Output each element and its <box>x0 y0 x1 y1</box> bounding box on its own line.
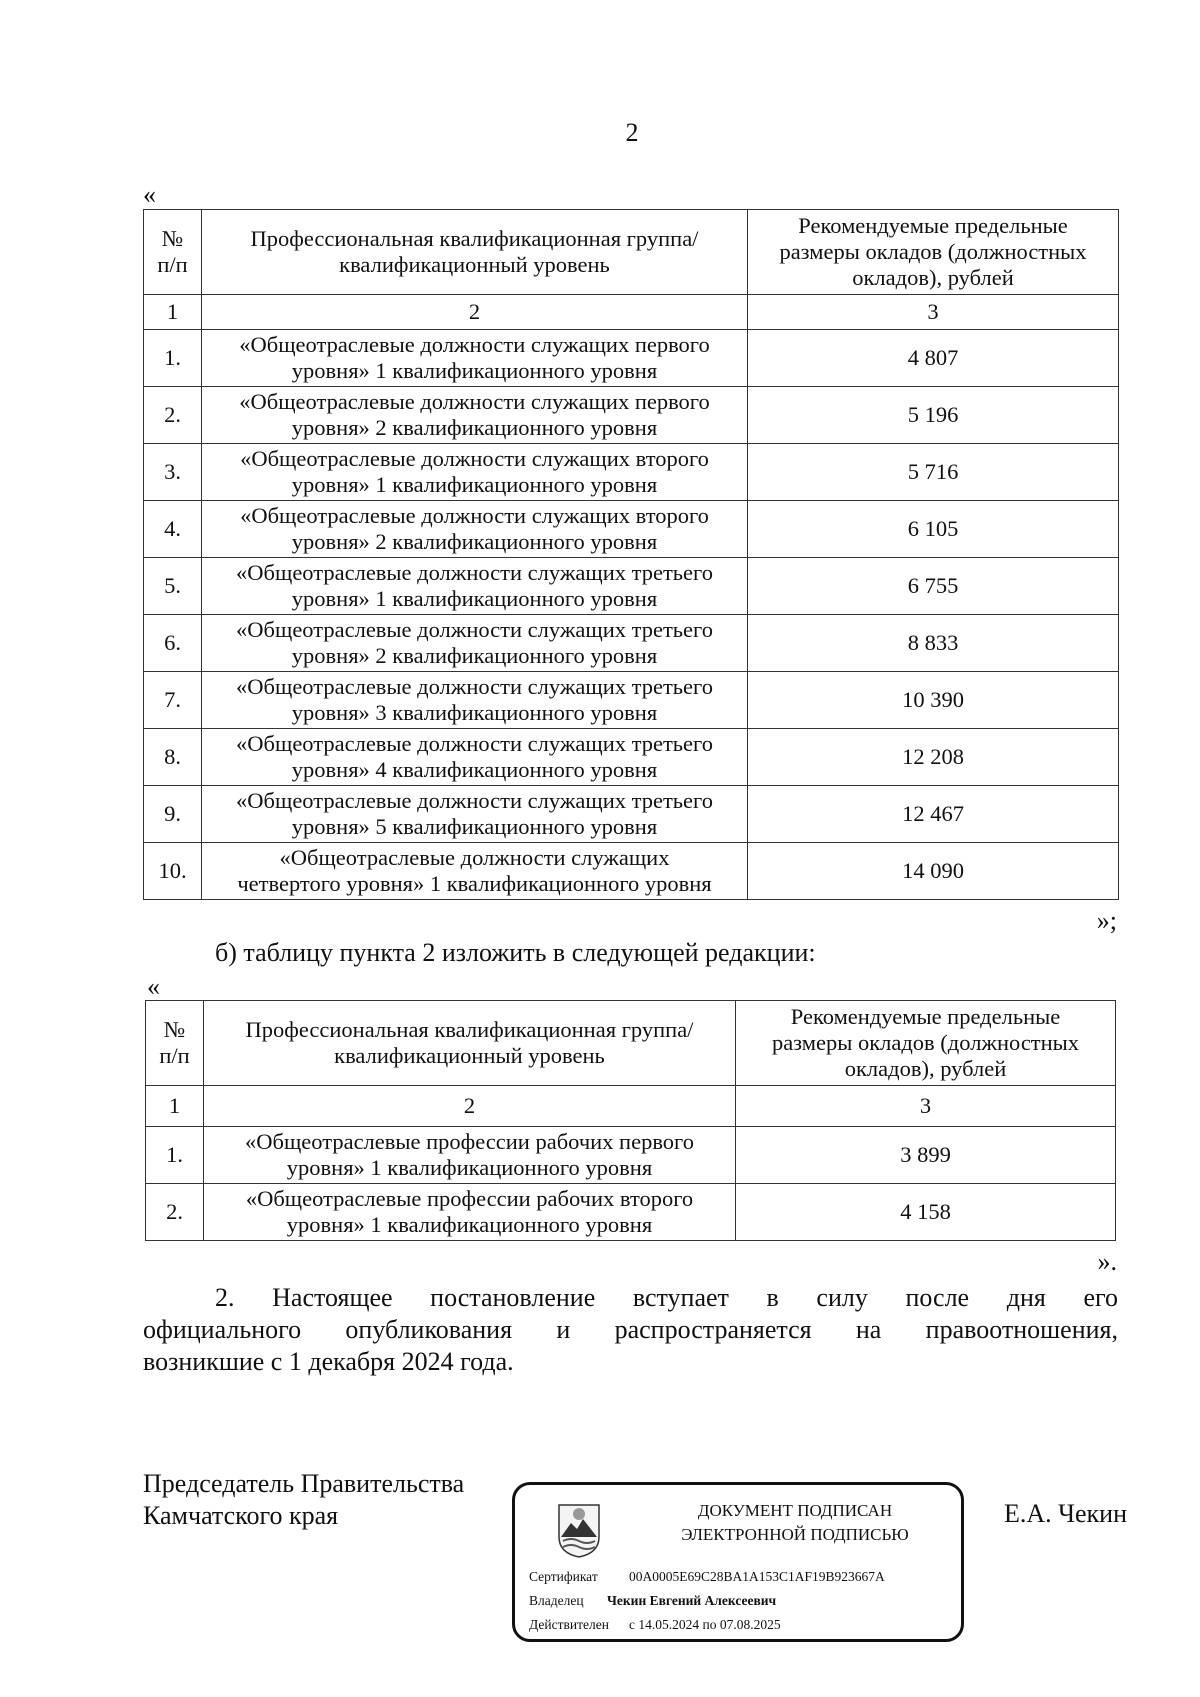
row-salary: 4 158 <box>736 1184 1116 1241</box>
stamp-owner-row: Владелец Чекин Евгений Алексеевич <box>529 1593 777 1608</box>
row-group <box>202 444 748 501</box>
col-number: 1 <box>146 1086 204 1127</box>
close-quote: »; <box>1096 906 1117 935</box>
table-row <box>144 672 1119 729</box>
row-group <box>202 501 748 558</box>
open-quote: « <box>147 972 160 1001</box>
row-group <box>202 672 748 729</box>
row-group <box>202 558 748 615</box>
column-number-row <box>144 295 1119 330</box>
row-number: 5. <box>144 558 202 615</box>
row-group <box>202 786 748 843</box>
row-group <box>202 387 748 444</box>
row-group <box>204 1127 736 1184</box>
table-row <box>144 558 1119 615</box>
row-group-line: уровня» 5 квалификационного уровня <box>291 814 658 839</box>
col-number: 2 <box>202 295 748 330</box>
row-number: 7. <box>144 672 202 729</box>
row-number: 6. <box>144 615 202 672</box>
row-number: 8. <box>144 729 202 786</box>
row-number: 1. <box>144 330 202 387</box>
close-quote: ». <box>1097 1247 1117 1276</box>
col-number: 3 <box>748 295 1119 330</box>
row-group-line: «Общеотраслевые должности служащих второго <box>240 446 709 471</box>
header-group: Профессиональная квалификационная группа/ квалификационный уровень <box>204 1001 736 1086</box>
clause-line: 2. Настоящее постановление вступает в силу после дня его <box>215 1283 1118 1312</box>
header-group: Профессиональная квалификационная группа/ квалификационный уровень <box>202 210 748 295</box>
row-group-line: «Общеотраслевые должности служащих третьего <box>236 674 713 699</box>
header-salary: Рекомендуемые предельные размеры окладов (должностных окладов), рублей <box>736 1001 1116 1086</box>
clause-2 <box>143 1282 1118 1378</box>
col-number: 2 <box>204 1086 736 1127</box>
row-group-line: «Общеотраслевые должности служащих третьего <box>236 788 713 813</box>
table-row <box>146 1184 1116 1241</box>
row-salary: 5 716 <box>748 444 1119 501</box>
row-salary: 6 755 <box>748 558 1119 615</box>
header-num: № п/п <box>146 1001 204 1086</box>
row-number: 10. <box>144 843 202 900</box>
clause-line: возникшие с 1 декабря 2024 года. <box>143 1347 514 1376</box>
row-group-line: «Общеотраслевые должности служащих <box>279 845 670 870</box>
table-row <box>144 501 1119 558</box>
row-group-line: четвертого уровня» 1 квалификационного уровня <box>237 871 712 896</box>
row-salary: 3 899 <box>736 1127 1116 1184</box>
row-number: 3. <box>144 444 202 501</box>
table-row <box>144 615 1119 672</box>
row-number: 4. <box>144 501 202 558</box>
row-group-line: уровня» 2 квалификационного уровня <box>291 529 658 554</box>
row-group <box>202 843 748 900</box>
header-salary: Рекомендуемые предельные размеры окладов (должностных окладов), рублей <box>748 210 1119 295</box>
row-salary: 4 807 <box>748 330 1119 387</box>
row-group-line: уровня» 3 квалификационного уровня <box>291 700 658 725</box>
table-header-row <box>146 1001 1116 1086</box>
row-salary: 14 090 <box>748 843 1119 900</box>
row-group-line: уровня» 4 квалификационного уровня <box>291 757 658 782</box>
row-group <box>202 729 748 786</box>
row-group-line: уровня» 1 квалификационного уровня <box>291 586 658 611</box>
row-salary: 5 196 <box>748 387 1119 444</box>
row-group <box>202 330 748 387</box>
row-number: 1. <box>146 1127 204 1184</box>
clause-line: официального опубликования и распространяется на правоотношения, <box>143 1315 1118 1344</box>
stamp-cert-row: Сертификат 00A0005E69C28BA1A153C1AF19B923667A <box>529 1569 885 1584</box>
row-number: 2. <box>146 1184 204 1241</box>
header-num: № п/п <box>144 210 202 295</box>
row-group-line: «Общеотраслевые должности служащих второго <box>240 503 709 528</box>
kamchatka-emblem-icon <box>553 1501 605 1559</box>
column-number-row <box>146 1086 1116 1127</box>
row-number: 9. <box>144 786 202 843</box>
table-row <box>144 843 1119 900</box>
open-quote: « <box>143 180 156 209</box>
signatory-position: Председатель Правительства Камчатского края <box>143 1469 465 1530</box>
table-row <box>144 444 1119 501</box>
table-header-row <box>144 210 1119 295</box>
row-group-line: «Общеотраслевые должности служащих третьего <box>236 560 713 585</box>
row-group-line: «Общеотраслевые должности служащих первого <box>239 332 710 357</box>
row-group <box>202 615 748 672</box>
table-row <box>144 729 1119 786</box>
row-number: 2. <box>144 387 202 444</box>
row-salary: 10 390 <box>748 672 1119 729</box>
row-group-line: «Общеотраслевые должности служащих третьего <box>236 617 713 642</box>
salary-table-employees <box>143 209 1119 900</box>
row-group-line: уровня» 2 квалификационного уровня <box>291 415 658 440</box>
table-row <box>144 786 1119 843</box>
row-group-line: уровня» 1 квалификационного уровня <box>286 1155 653 1180</box>
row-salary: 8 833 <box>748 615 1119 672</box>
row-group-line: «Общеотраслевые должности служащих первого <box>239 389 710 414</box>
page-number: 2 <box>625 118 639 147</box>
row-group-line: «Общеотраслевые профессии рабочих первого <box>245 1129 694 1154</box>
col-number: 1 <box>144 295 202 330</box>
table-row <box>144 330 1119 387</box>
row-group-line: уровня» 1 квалификационного уровня <box>286 1212 653 1237</box>
stamp-valid-row: Действителен с 14.05.2024 по 07.08.2025 <box>529 1617 781 1632</box>
col-number: 3 <box>736 1086 1116 1127</box>
row-group-line: «Общеотраслевые должности служащих третьего <box>236 731 713 756</box>
row-group-line: «Общеотраслевые профессии рабочих второго <box>245 1186 694 1211</box>
salary-table-workers <box>145 1000 1116 1241</box>
stamp-title: ДОКУМЕНТ ПОДПИСАН ЭЛЕКТРОННОЙ ПОДПИСЬЮ <box>681 1501 909 1544</box>
row-salary: 12 467 <box>748 786 1119 843</box>
table-row <box>144 387 1119 444</box>
row-group-line: уровня» 2 квалификационного уровня <box>291 643 658 668</box>
e-signature-stamp <box>512 1482 964 1642</box>
paragraph-b: б) таблицу пункта 2 изложить в следующей редакции: <box>215 938 816 967</box>
row-salary: 12 208 <box>748 729 1119 786</box>
row-group-line: уровня» 1 квалификационного уровня <box>291 358 658 383</box>
row-salary: 6 105 <box>748 501 1119 558</box>
row-group <box>204 1184 736 1241</box>
table-row <box>146 1127 1116 1184</box>
row-group-line: уровня» 1 квалификационного уровня <box>291 472 658 497</box>
signatory-name: Е.А. Чекин <box>1003 1499 1127 1528</box>
